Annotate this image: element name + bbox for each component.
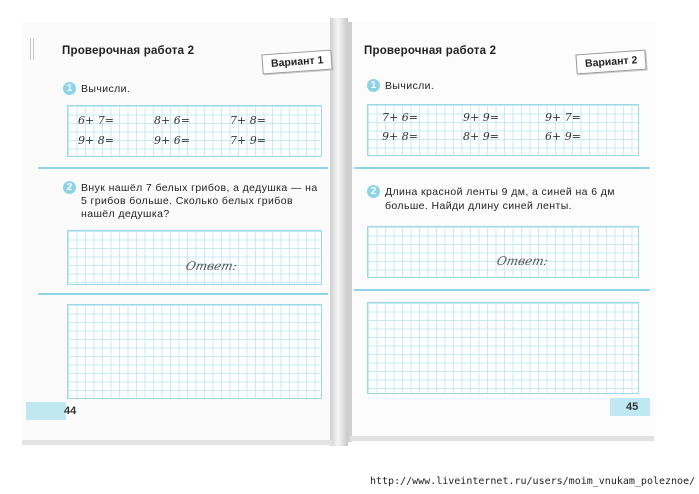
right-task2-line: больше. Найди длину синей ленты. bbox=[385, 200, 572, 212]
right-task1-number: 1 bbox=[367, 79, 380, 92]
left-page-title: Проверочная работа 2 bbox=[62, 45, 195, 57]
right-exercise: 8+ 9= bbox=[463, 130, 499, 143]
right-variant-badge: Вариант 2 bbox=[575, 50, 647, 75]
right-work-grid bbox=[367, 302, 639, 394]
right-page-edge bbox=[350, 436, 654, 441]
left-task2-line: Внук нашёл 7 белых грибов, а дедушка — на bbox=[81, 182, 318, 194]
right-task1-text: Вычисли. bbox=[385, 80, 435, 92]
right-exercise: 9+ 7= bbox=[545, 111, 581, 124]
margin-decoration bbox=[30, 38, 36, 60]
left-separator-2 bbox=[38, 293, 328, 295]
right-exercise: 7+ 6= bbox=[382, 111, 418, 124]
left-task2-line: нашёл дедушка? bbox=[81, 208, 170, 220]
right-separator-2 bbox=[354, 289, 650, 291]
left-exercise: 7+ 9= bbox=[230, 134, 266, 147]
right-exercise: 9+ 8= bbox=[382, 130, 418, 143]
left-task1-grid bbox=[67, 105, 322, 157]
left-separator-1 bbox=[38, 167, 328, 169]
left-task1-number: 1 bbox=[63, 82, 76, 95]
left-page-tab bbox=[26, 402, 66, 420]
left-task2-grid bbox=[67, 230, 322, 285]
left-answer-label: Ответ: bbox=[184, 259, 239, 273]
left-page-edge bbox=[22, 440, 332, 445]
left-work-grid bbox=[67, 304, 322, 399]
right-exercise: 9+ 9= bbox=[463, 111, 499, 124]
left-exercise: 8+ 6= bbox=[154, 114, 190, 127]
left-exercise: 9+ 6= bbox=[154, 134, 190, 147]
right-page-title: Проверочная работа 2 bbox=[364, 45, 497, 57]
right-exercise: 6+ 9= bbox=[545, 130, 581, 143]
left-task2-number: 2 bbox=[63, 181, 76, 194]
left-task2-line: 5 грибов больше. Сколько белых грибов bbox=[81, 195, 293, 207]
left-exercise: 7+ 8= bbox=[230, 114, 266, 127]
right-task2-line: Длина красной ленты 9 дм, а синей на 6 дм bbox=[385, 186, 615, 198]
right-answer-label: Ответ: bbox=[495, 254, 550, 268]
right-page-number: 45 bbox=[626, 401, 639, 413]
watermark-url: http://www.liveinternet.ru/users/moim_vnukam_poleznoe/ bbox=[370, 476, 696, 487]
right-task2-number: 2 bbox=[367, 185, 380, 198]
left-exercise: 6+ 7= bbox=[78, 114, 114, 127]
left-page-number: 44 bbox=[64, 405, 77, 417]
left-exercise: 9+ 8= bbox=[78, 134, 114, 147]
right-separator-1 bbox=[354, 167, 650, 169]
book-spine bbox=[330, 18, 348, 446]
left-task1-text: Вычисли. bbox=[81, 83, 131, 95]
left-variant-badge: Вариант 1 bbox=[261, 50, 333, 75]
right-task2-grid bbox=[367, 226, 639, 278]
